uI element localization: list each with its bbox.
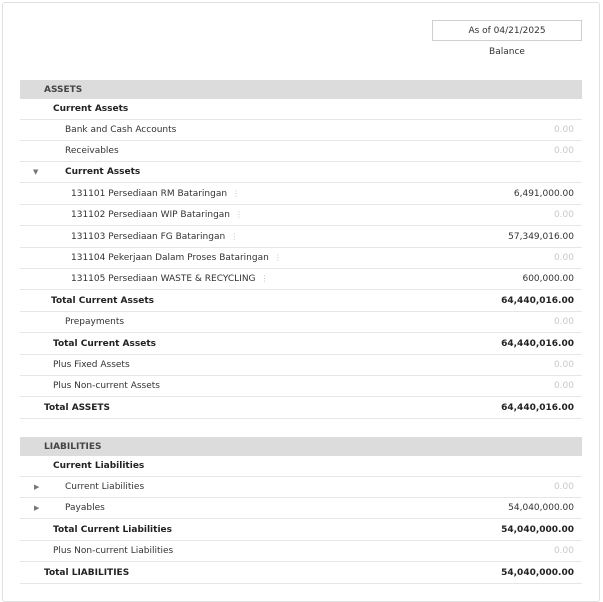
prepayments-value: 0.00 (553, 317, 574, 327)
payables-value: 54,040,000.00 (508, 503, 574, 513)
account-value: 6,491,000.00 (513, 189, 574, 199)
total-current-assets-label: Total Current Assets (53, 339, 156, 349)
total-liabilities-row (20, 563, 582, 584)
current-assets-heading: Current Assets (53, 104, 129, 114)
current-liabilities-heading-row (20, 456, 582, 477)
total-current-assets-value: 64,440,016.00 (501, 339, 574, 349)
date-filter-label: As of 04/21/2025 (468, 25, 546, 36)
current-liabilities-group-value: 0.00 (553, 482, 574, 492)
balance-column-header: Balance (489, 47, 525, 57)
payables-row[interactable] (20, 498, 582, 519)
total-current-assets-row (20, 334, 582, 355)
total-current-liabilities-label: Total Current Liabilities (53, 525, 172, 535)
kebab-menu-icon[interactable]: ⋮ (235, 210, 244, 219)
non-current-liabilities-label[interactable]: Plus Non-current Liabilities (53, 546, 174, 556)
bank-cash-label[interactable]: Bank and Cash Accounts (65, 125, 177, 135)
receivables-value: 0.00 (553, 146, 574, 156)
liabilities-title: LIABILITIES (44, 441, 102, 452)
fixed-assets-value: 0.00 (553, 360, 574, 370)
account-label[interactable]: 131103 Persediaan FG Bataringan (71, 232, 226, 242)
account-row[interactable] (20, 248, 582, 269)
total-current-liabilities-row (20, 520, 582, 541)
total-assets-label: Total ASSETS (44, 403, 111, 413)
account-row[interactable] (20, 227, 582, 248)
receivables-row[interactable] (20, 141, 582, 162)
kebab-menu-icon[interactable]: ⋮ (230, 232, 239, 241)
non-current-assets-label[interactable]: Plus Non-current Assets (53, 381, 160, 391)
kebab-menu-icon[interactable]: ⋮ (232, 189, 241, 198)
prepayments-row[interactable] (20, 312, 582, 333)
account-label[interactable]: 131105 Persediaan WASTE & RECYCLING (71, 274, 256, 284)
receivables-label[interactable]: Receivables (65, 146, 119, 156)
non-current-assets-row[interactable] (20, 376, 582, 397)
assets-title: ASSETS (44, 84, 83, 95)
account-value: 0.00 (553, 253, 574, 263)
kebab-menu-icon[interactable]: ⋮ (260, 274, 269, 283)
account-label[interactable]: 131102 Persediaan WIP Bataringan (71, 210, 231, 220)
liabilities-section-header (20, 437, 582, 456)
total-current-liabilities-value: 54,040,000.00 (501, 525, 574, 535)
account-label[interactable]: 131101 Persediaan RM Bataringan (71, 189, 228, 199)
bank-cash-value: 0.00 (553, 125, 574, 135)
bank-cash-row[interactable] (20, 120, 582, 141)
current-assets-heading-row (20, 99, 582, 120)
current-liabilities-heading: Current Liabilities (53, 461, 145, 471)
total-assets-row (20, 398, 582, 419)
caret-down-icon[interactable]: ▼ (33, 168, 39, 176)
current-assets-group-total-value: 64,440,016.00 (501, 296, 574, 306)
kebab-menu-icon[interactable]: ⋮ (273, 253, 282, 262)
account-value: 0.00 (553, 210, 574, 220)
current-assets-group-total-row (20, 291, 582, 312)
caret-right-icon[interactable]: ▶ (34, 483, 40, 491)
total-liabilities-label: Total LIABILITIES (44, 568, 130, 578)
total-assets-value: 64,440,016.00 (501, 403, 574, 413)
total-liabilities-value: 54,040,000.00 (501, 568, 574, 578)
assets-section-header (20, 80, 582, 99)
non-current-assets-value: 0.00 (553, 381, 574, 391)
fixed-assets-label[interactable]: Plus Fixed Assets (53, 360, 130, 370)
current-liabilities-group-row[interactable] (20, 477, 582, 498)
current-liabilities-group-label[interactable]: Current Liabilities (65, 482, 145, 492)
date-filter[interactable] (432, 20, 582, 41)
account-row[interactable] (20, 205, 582, 226)
non-current-liabilities-row[interactable] (20, 541, 582, 562)
prepayments-label[interactable]: Prepayments (65, 317, 125, 327)
current-assets-group-total-label: Total Current Assets (51, 296, 154, 306)
payables-label[interactable]: Payables (65, 503, 105, 513)
non-current-liabilities-value: 0.00 (553, 546, 574, 556)
caret-right-icon[interactable]: ▶ (34, 504, 40, 512)
account-value: 600,000.00 (522, 274, 574, 284)
current-assets-group-label[interactable]: Current Assets (65, 167, 141, 177)
current-assets-group-row[interactable] (20, 162, 582, 183)
account-label[interactable]: 131104 Pekerjaan Dalam Proses Bataringan (71, 253, 269, 263)
account-row[interactable] (20, 269, 582, 290)
fixed-assets-row[interactable] (20, 355, 582, 376)
account-row[interactable] (20, 184, 582, 205)
account-value: 57,349,016.00 (508, 232, 574, 242)
